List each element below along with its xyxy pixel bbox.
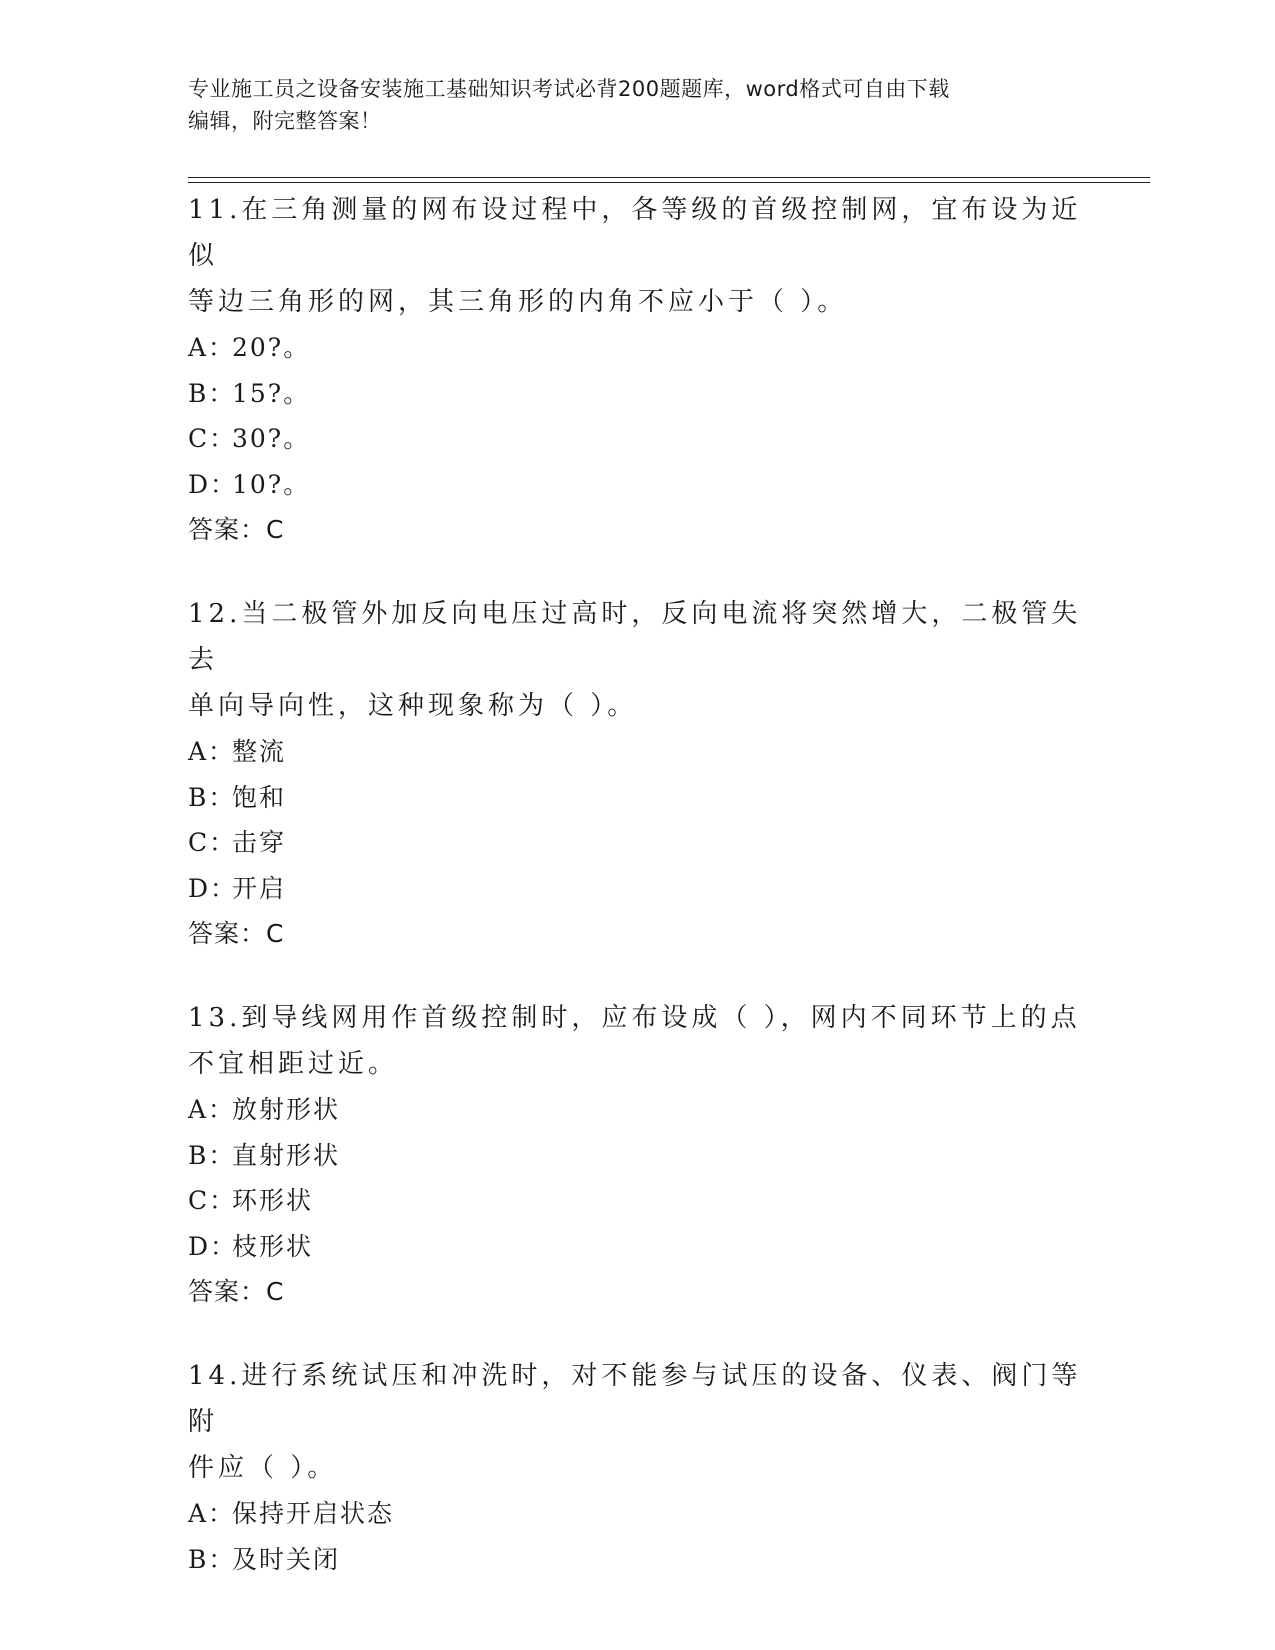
header-line-2: 编辑，附完整答案！	[188, 109, 382, 133]
option-text: 直射形状	[232, 1140, 341, 1170]
option-text: 开启	[232, 873, 287, 903]
option-text: 20?。	[232, 333, 311, 362]
question-stem-line-2: 单向导向性，这种现象称为（ ）。	[188, 691, 638, 721]
option-text: 30?。	[232, 424, 311, 453]
document-header	[188, 73, 1088, 137]
option-text: 保持开启状态	[232, 1499, 395, 1528]
option-text: 枝形状	[232, 1231, 314, 1261]
option-key: C：	[188, 1186, 237, 1215]
option-d	[188, 462, 1088, 508]
option-text: 及时关闭	[232, 1544, 341, 1574]
option-key: D：	[188, 469, 238, 499]
question-13	[188, 995, 1088, 1315]
option-d	[188, 866, 1088, 912]
answer-line: 答案：C	[188, 515, 285, 544]
option-c	[188, 1178, 1088, 1224]
option-b	[188, 371, 1088, 417]
option-key: A：	[188, 1095, 236, 1124]
option-a	[188, 325, 1088, 371]
option-key: A：	[188, 737, 236, 766]
option-b	[188, 1537, 1088, 1583]
question-stem-line-2: 不宜相距过近。	[188, 1049, 399, 1079]
option-key: B：	[188, 378, 236, 408]
option-key: C：	[188, 424, 237, 453]
option-key: A：	[188, 1499, 236, 1528]
question-stem-line-2: 件应（ ）。	[188, 1453, 338, 1483]
option-d	[188, 1224, 1088, 1270]
option-a	[188, 729, 1088, 775]
answer-line: 答案：C	[188, 1277, 285, 1306]
header-line-1: 专业施工员之设备安装施工基础知识考试必背200题题库，word格式可自由下载	[188, 77, 950, 101]
option-key: C：	[188, 828, 237, 857]
option-b	[188, 1133, 1088, 1179]
question-14	[188, 1353, 1088, 1582]
question-stem-line-1: 13.到导线网用作首级控制时，应布设成（ ），网内不同环节上的点	[188, 1003, 1081, 1033]
question-12	[188, 591, 1088, 957]
option-key: B：	[188, 1544, 236, 1574]
question-stem-line-1: 11.在三角测量的网布设过程中，各等级的首级控制网，宜布设为近似	[188, 195, 1082, 271]
question-list	[188, 187, 1088, 1620]
question-stem-line-1: 14.进行系统试压和冲洗时，对不能参与试压的设备、仪表、阀门等附	[188, 1361, 1082, 1437]
option-text: 饱和	[232, 782, 287, 812]
option-a	[188, 1491, 1088, 1537]
answer-line: 答案：C	[188, 919, 285, 948]
option-a	[188, 1087, 1088, 1133]
option-key: B：	[188, 1140, 236, 1170]
option-text: 放射形状	[232, 1095, 341, 1124]
option-c	[188, 820, 1088, 866]
option-key: A：	[188, 333, 236, 362]
option-b	[188, 775, 1088, 821]
option-key: D：	[188, 873, 238, 903]
option-text: 击穿	[232, 828, 287, 857]
header-divider-bottom	[188, 182, 1150, 183]
option-key: D：	[188, 1231, 238, 1261]
question-stem-line-1: 12.当二极管外加反向电压过高时，反向电流将突然增大，二极管失去	[188, 599, 1082, 675]
question-stem-line-2: 等边三角形的网，其三角形的内角不应小于（ ）。	[188, 287, 848, 317]
option-text: 整流	[232, 737, 287, 766]
header-divider-top	[188, 177, 1150, 178]
option-text: 15?。	[232, 378, 311, 408]
option-text: 环形状	[232, 1186, 314, 1215]
option-text: 10?。	[232, 469, 311, 499]
option-key: B：	[188, 782, 236, 812]
question-11	[188, 187, 1088, 553]
option-c	[188, 416, 1088, 462]
